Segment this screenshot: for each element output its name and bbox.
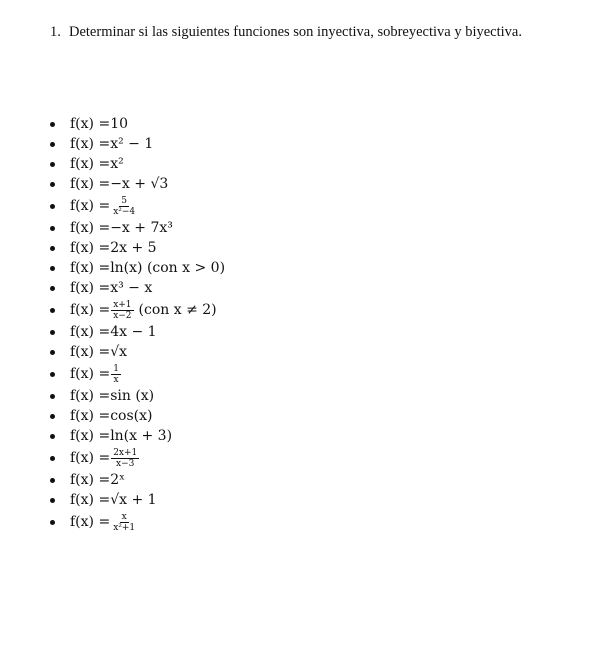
problem-number: 1. bbox=[50, 24, 61, 40]
function-item bbox=[47, 490, 225, 510]
function-lhs: f(x) = bbox=[70, 240, 111, 256]
fraction-denominator: x²+1 bbox=[113, 522, 136, 533]
function-item bbox=[47, 510, 225, 534]
fraction-numerator: x bbox=[121, 511, 127, 522]
fraction-numerator: x+1 bbox=[113, 299, 132, 310]
bullet-icon bbox=[50, 498, 55, 503]
function-expression: cos(x) bbox=[110, 408, 153, 424]
function-list bbox=[47, 114, 225, 534]
fraction-denominator: x²−4 bbox=[113, 206, 136, 217]
function-expression: −x + 7x³ bbox=[110, 220, 173, 236]
function-expression: √x + 1 bbox=[110, 492, 157, 508]
function-item bbox=[47, 446, 225, 470]
function-item bbox=[47, 258, 225, 278]
function-expression: −x + √3 bbox=[110, 176, 169, 192]
bullet-icon bbox=[50, 266, 55, 271]
function-item bbox=[47, 278, 225, 298]
bullet-icon bbox=[50, 330, 55, 335]
function-expression: 2x + 5 bbox=[110, 240, 157, 256]
function-lhs: f(x) = bbox=[70, 136, 111, 152]
function-lhs: f(x) = bbox=[70, 492, 111, 508]
function-expression: √x bbox=[110, 344, 128, 360]
function-lhs: f(x) = bbox=[70, 366, 111, 382]
function-item bbox=[47, 238, 225, 258]
bullet-icon bbox=[50, 434, 55, 439]
function-item bbox=[47, 386, 225, 406]
function-lhs: f(x) = bbox=[70, 302, 111, 318]
bullet-icon bbox=[50, 182, 55, 187]
function-expression: ln(x) (con x > 0) bbox=[110, 260, 226, 276]
fraction-numerator: 1 bbox=[113, 363, 119, 374]
function-expression: sin (x) bbox=[110, 388, 155, 404]
problem-statement bbox=[50, 23, 550, 41]
bullet-icon bbox=[50, 286, 55, 291]
function-item bbox=[47, 342, 225, 362]
fraction bbox=[111, 196, 137, 217]
function-condition: (con x ≠ 2) bbox=[138, 302, 217, 318]
function-item bbox=[47, 298, 225, 322]
function-expression: 4x − 1 bbox=[110, 324, 157, 340]
fraction-numerator: 5 bbox=[121, 195, 128, 206]
function-expression: ln(x + 3) bbox=[110, 428, 173, 444]
function-expression: x² − 1 bbox=[110, 136, 154, 152]
function-lhs: f(x) = bbox=[70, 388, 111, 404]
function-item bbox=[47, 174, 225, 194]
fraction-denominator: x bbox=[113, 374, 119, 385]
function-lhs: f(x) = bbox=[70, 472, 111, 488]
bullet-icon bbox=[50, 520, 55, 525]
fraction bbox=[111, 448, 139, 469]
function-item bbox=[47, 426, 225, 446]
bullet-icon bbox=[50, 372, 55, 377]
fraction bbox=[111, 300, 133, 321]
function-item bbox=[47, 362, 225, 386]
function-lhs: f(x) = bbox=[70, 428, 111, 444]
function-item bbox=[47, 470, 225, 490]
function-expression: x² bbox=[110, 156, 124, 172]
function-item bbox=[47, 218, 225, 238]
function-lhs: f(x) = bbox=[70, 176, 111, 192]
function-lhs: f(x) = bbox=[70, 324, 111, 340]
function-item bbox=[47, 154, 225, 174]
bullet-icon bbox=[50, 204, 55, 209]
function-item bbox=[47, 134, 225, 154]
fraction bbox=[111, 512, 137, 533]
function-expression: 2ˣ bbox=[110, 472, 126, 488]
function-expression: 10 bbox=[110, 116, 129, 132]
function-lhs: f(x) = bbox=[70, 280, 111, 296]
bullet-icon bbox=[50, 226, 55, 231]
bullet-icon bbox=[50, 142, 55, 147]
function-expression: x³ − x bbox=[110, 280, 153, 296]
function-lhs: f(x) = bbox=[70, 198, 111, 214]
fraction-denominator: x−2 bbox=[113, 310, 132, 321]
bullet-icon bbox=[50, 478, 55, 483]
function-lhs: f(x) = bbox=[70, 450, 111, 466]
bullet-icon bbox=[50, 414, 55, 419]
function-item bbox=[47, 114, 225, 134]
function-lhs: f(x) = bbox=[70, 220, 111, 236]
bullet-icon bbox=[50, 394, 55, 399]
function-lhs: f(x) = bbox=[70, 514, 111, 530]
function-lhs: f(x) = bbox=[70, 116, 111, 132]
problem-text: Determinar si las siguientes funciones son inyectiva, sobreyectiva y biyectiva. bbox=[69, 24, 522, 40]
function-item bbox=[47, 406, 225, 426]
function-lhs: f(x) = bbox=[70, 260, 111, 276]
function-lhs: f(x) = bbox=[70, 344, 111, 360]
fraction-numerator: 2x+1 bbox=[113, 447, 138, 458]
fraction-denominator: x−3 bbox=[116, 458, 135, 469]
fraction bbox=[111, 364, 121, 385]
bullet-icon bbox=[50, 162, 55, 167]
bullet-icon bbox=[50, 456, 55, 461]
bullet-icon bbox=[50, 308, 55, 313]
bullet-icon bbox=[50, 246, 55, 251]
bullet-icon bbox=[50, 350, 55, 355]
function-item bbox=[47, 322, 225, 342]
function-item bbox=[47, 194, 225, 218]
function-lhs: f(x) = bbox=[70, 408, 111, 424]
function-lhs: f(x) = bbox=[70, 156, 111, 172]
bullet-icon bbox=[50, 122, 55, 127]
